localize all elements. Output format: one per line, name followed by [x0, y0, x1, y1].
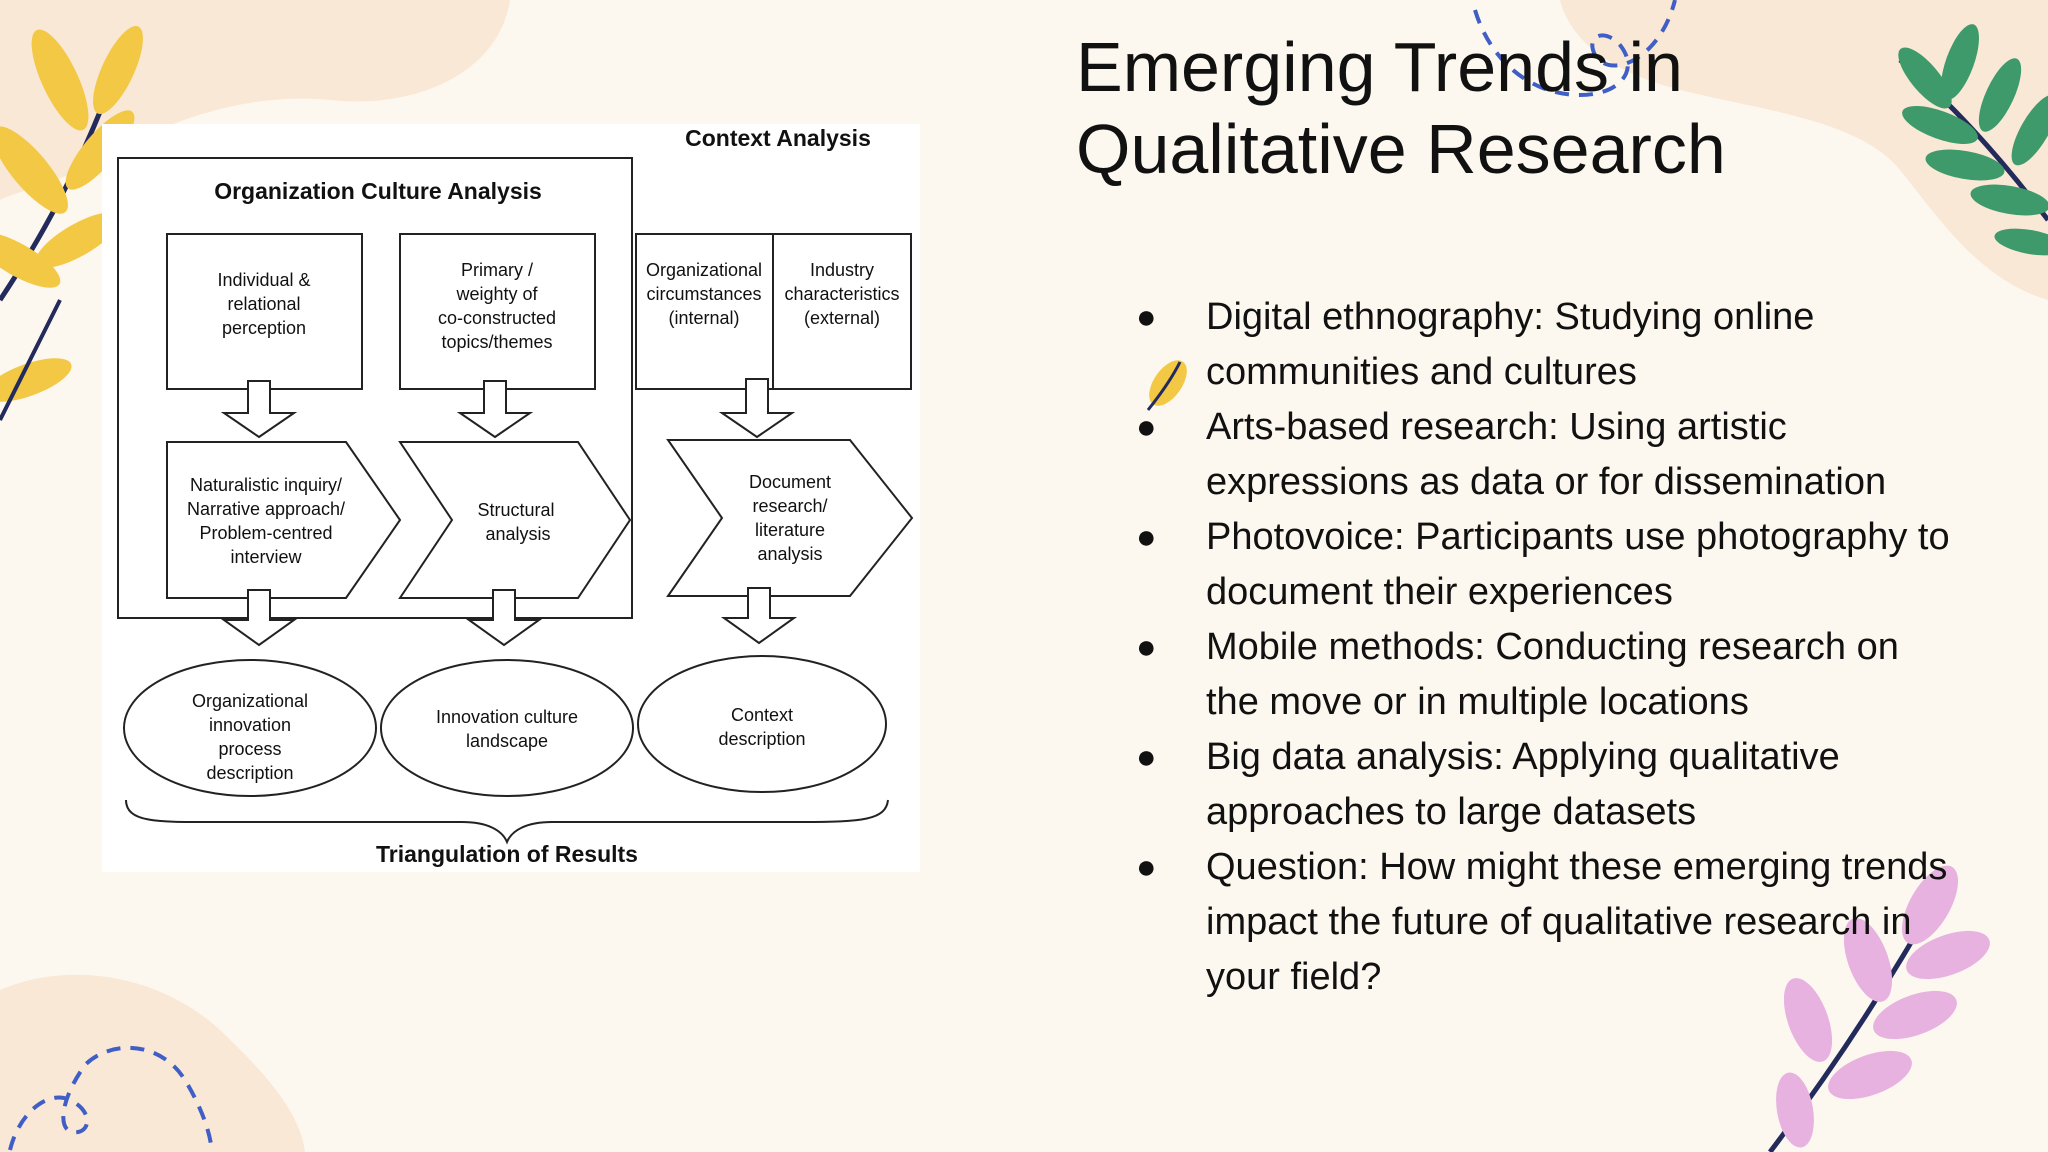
bullet-marker: ●: [1136, 738, 1157, 776]
bullet-text: Question: How might these emerging trends impact the future of qualitative research in your field?: [1206, 846, 1948, 998]
structural-chevron: [400, 442, 630, 598]
ellipse-text: Context: [730, 705, 794, 725]
chevron-text: research/: [752, 496, 828, 516]
chevron-text: Naturalistic inquiry/: [189, 475, 343, 495]
bullet-text: Digital ethnography: Studying online communities and cultures: [1206, 296, 1815, 393]
bullet-marker: ●: [1136, 628, 1157, 666]
list-item: [1136, 400, 1956, 510]
bullet-list: [1136, 290, 1956, 1005]
box-text: Primary /: [461, 260, 533, 280]
naturalistic-chevron: [167, 442, 400, 598]
context-analysis-title: Context Analysis: [685, 125, 871, 151]
box-text: (external): [803, 308, 881, 328]
list-item: [1136, 620, 1956, 730]
box-text: weighty of: [456, 284, 538, 304]
chevron-text: literature: [754, 520, 826, 540]
box-text: Organizational: [645, 260, 763, 280]
bullet-text: Mobile methods: Conducting research on the move or in multiple locations: [1206, 626, 1899, 723]
innovation-culture-ellipse: [381, 660, 633, 796]
bullet-text: Arts-based research: Using artistic expressions as data or for dissemination: [1206, 406, 1887, 503]
box-text: topics/themes: [441, 332, 553, 352]
chevron-text: Document: [748, 472, 832, 492]
chevron-text: analysis: [757, 544, 823, 564]
bullet-marker: ●: [1136, 298, 1157, 336]
chevron-text: interview: [230, 547, 302, 567]
triangulation-bracket: [126, 800, 888, 842]
document-chevron: [668, 440, 912, 596]
list-item: [1136, 290, 1956, 400]
org-culture-title: Organization Culture Analysis: [214, 178, 542, 204]
bullet-marker: ●: [1136, 408, 1157, 446]
bullet-marker: ●: [1136, 518, 1157, 556]
ellipse-text: description: [718, 729, 806, 749]
list-item: [1136, 730, 1956, 840]
chevron-text: analysis: [485, 524, 551, 544]
title-line: Qualitative Research: [1076, 110, 1726, 188]
box-text: (internal): [668, 308, 740, 328]
box-text: co-constructed: [437, 308, 557, 328]
ellipse-text: innovation: [208, 715, 292, 735]
box-text: Industry: [809, 260, 875, 280]
ellipse-text: Organizational: [191, 691, 309, 711]
list-item: [1136, 840, 1956, 1005]
culture-analysis-diagram: [102, 124, 920, 872]
chevron-text: Problem-centred: [199, 523, 333, 543]
bullet-marker: ●: [1136, 848, 1157, 886]
ellipse-text: Innovation culture: [435, 707, 579, 727]
slide-title: [1076, 26, 1976, 190]
box-text: characteristics: [784, 284, 900, 304]
chevron-text: Structural: [477, 500, 555, 520]
bullet-text: Photovoice: Participants use photography to document their experiences: [1206, 516, 1950, 613]
triangulation-label: Triangulation of Results: [376, 841, 638, 867]
bottom-left-blob: [0, 975, 305, 1152]
box-text: perception: [221, 318, 307, 338]
ellipse-text: landscape: [465, 731, 549, 751]
ellipse-text: process: [218, 739, 282, 759]
box-text: circumstances: [646, 284, 762, 304]
chevron-text: Narrative approach/: [186, 499, 346, 519]
title-line: Emerging Trends in: [1076, 28, 1683, 106]
list-item: [1136, 510, 1956, 620]
bullet-text: Big data analysis: Applying qualitative approaches to large datasets: [1206, 736, 1840, 833]
box-text: relational: [227, 294, 301, 314]
box-text: Individual &: [217, 270, 311, 290]
diagram-image: [102, 124, 920, 872]
ellipse-text: description: [206, 763, 294, 783]
